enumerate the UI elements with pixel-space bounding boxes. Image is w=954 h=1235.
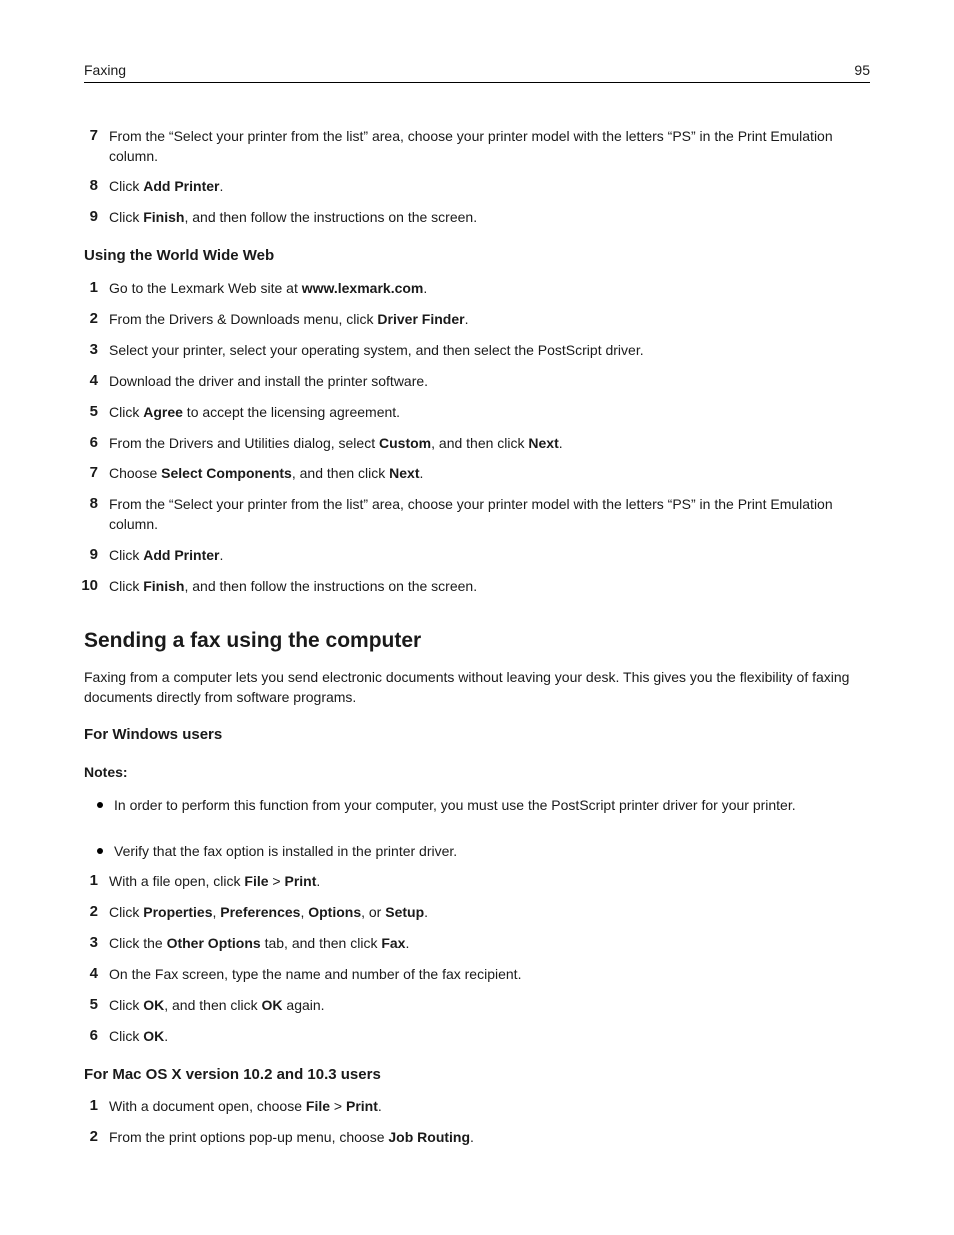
step-text: Click the Other Options tab, and then click Fax.: [109, 935, 410, 951]
page-header: [84, 60, 870, 83]
step-text: With a document open, choose File > Print.: [109, 1098, 382, 1114]
page-number: 95: [854, 62, 870, 78]
bullet-icon: [97, 848, 103, 854]
subsection-heading-www: Using the World Wide Web: [84, 247, 275, 264]
subsection-heading-mac: For Mac OS X version 10.2 and 10.3 users: [84, 1066, 381, 1083]
step-text: Choose Select Components, and then click Next.: [109, 465, 424, 481]
step-number: 7: [89, 464, 98, 481]
step-number: 5: [89, 403, 98, 420]
header-section-title: Faxing: [84, 62, 127, 78]
step-number: 4: [89, 965, 98, 982]
step-text: Click Properties, Preferences, Options, or Setup.: [109, 904, 429, 920]
bullet-icon: [97, 802, 103, 808]
note-text: In order to perform this function from your computer, you must use the PostScript printer driver for your printer.: [114, 797, 796, 813]
step-text: Click Finish, and then follow the instructions on the screen.: [109, 209, 478, 225]
step-number: 6: [89, 434, 98, 451]
step-text: Click Add Printer.: [109, 547, 224, 563]
step-number: 8: [89, 177, 98, 194]
step-number: 1: [89, 872, 98, 889]
step-text: Click OK.: [109, 1028, 169, 1044]
step-number: 2: [89, 310, 98, 327]
step-number: 6: [89, 1027, 98, 1044]
step-number: 10: [81, 577, 98, 594]
step-text: From the “Select your printer from the list” area, choose your printer model with the letters “PS” in the Print Emulation column.: [109, 496, 833, 532]
step-number: 9: [89, 208, 98, 225]
step-number: 5: [89, 996, 98, 1013]
step-number: 2: [89, 903, 98, 920]
step-number: 3: [89, 934, 98, 951]
step-text: Download the driver and install the printer software.: [109, 373, 429, 389]
step-number: 2: [89, 1128, 98, 1145]
step-number: 1: [89, 1097, 98, 1114]
subsection-heading-windows: For Windows users: [84, 726, 223, 743]
step-number: 9: [89, 546, 98, 563]
step-text: From the Drivers & Downloads menu, click Driver Finder.: [109, 311, 469, 327]
intro-paragraph: Faxing from a computer lets you send electronic documents without leaving your desk. This gives you the flexibility of faxing documents directly from software programs.: [84, 669, 850, 705]
section-title: Sending a fax using the computer: [84, 629, 422, 652]
step-text: With a file open, click File > Print.: [109, 873, 321, 889]
step-text: Select your printer, select your operating system, and then select the PostScript driver.: [109, 342, 644, 358]
step-number: 7: [89, 127, 98, 144]
step-text: Click Add Printer.: [109, 178, 224, 194]
step-text: Click Finish, and then follow the instructions on the screen.: [109, 578, 478, 594]
step-text: Click OK, and then click OK again.: [109, 997, 325, 1013]
step-number: 8: [89, 495, 98, 512]
step-text: From the Drivers and Utilities dialog, select Custom, and then click Next.: [109, 435, 563, 451]
step-text: Go to the Lexmark Web site at www.lexmark.com.: [109, 280, 428, 296]
step-number: 3: [89, 341, 98, 358]
step-text: From the “Select your printer from the list” area, choose your printer model with the letters “PS” in the Print Emulation column.: [109, 128, 833, 164]
step-number: 1: [89, 279, 98, 296]
step-number: 4: [89, 372, 98, 389]
step-text: Click Agree to accept the licensing agreement.: [109, 404, 401, 420]
notes-label: Notes:: [84, 764, 128, 780]
step-text: On the Fax screen, type the name and number of the fax recipient.: [109, 966, 522, 982]
step-text: From the print options pop-up menu, choose Job Routing.: [109, 1129, 474, 1145]
note-text: Verify that the fax option is installed in the printer driver.: [114, 843, 458, 859]
